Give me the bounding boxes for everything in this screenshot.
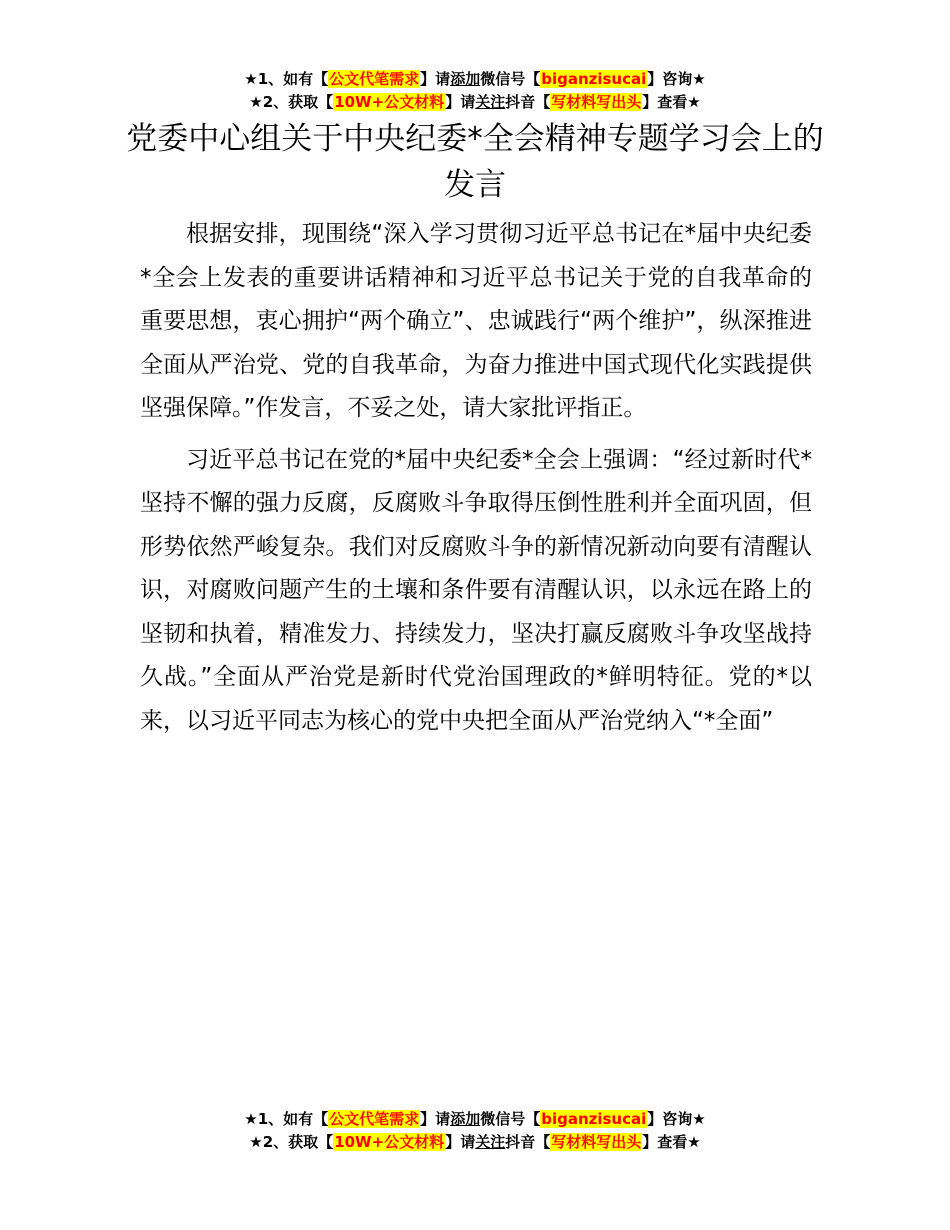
banner-text: 微信号【 <box>480 70 541 88</box>
document-title: 党委中心组关于中央纪委*全会精神专题学习会上的发言 <box>126 121 824 203</box>
banner-text: ★1、如有【 <box>244 70 329 88</box>
banner-text: 】查看★ <box>642 93 701 111</box>
highlight-text: 10W+公文材料 <box>334 1133 445 1151</box>
wechat-id: biganzisucai <box>541 70 647 88</box>
banner-text: ★2、获取【 <box>249 1133 334 1151</box>
banner-text: ★2、获取【 <box>249 93 334 111</box>
footer-banner <box>0 1108 950 1154</box>
banner-text: 】请 <box>420 70 451 88</box>
banner-text: 】请 <box>420 1110 451 1128</box>
banner-text: 】请 <box>445 93 476 111</box>
douyin-id: 写材料写出头 <box>551 1133 642 1151</box>
banner-text: 】查看★ <box>642 1133 701 1151</box>
banner-line-1 <box>0 68 950 91</box>
banner-text: 抖音【 <box>505 1133 551 1151</box>
banner-line-1 <box>0 1108 950 1131</box>
banner-text: ★1、如有【 <box>244 1110 329 1128</box>
paragraph: 习近平总书记在党的*届中央纪委*全会上强调：“经过新时代*坚持不懈的强力反腐，反腐败斗争取得压倒性胜利并全面巩固，但形势依然严峻复杂。我们对反腐败斗争的新情况新动向要有清醒认识，对腐败问题产生的土壤和条件要有清醒认识，以永远在路上的坚韧和执着，精准发力、持续发力，坚决打赢反腐败斗争攻坚战持久战。”全面从严治党是新时代党治国理政的*鲜明特征。党的*以来，以习近平同志为核心的党中央把全面从严治党纳入“*全面” <box>140 446 812 734</box>
banner-text: 微信号【 <box>480 1110 541 1128</box>
emphasis-text: 添加 <box>450 1110 481 1128</box>
banner-text: 抖音【 <box>505 93 551 111</box>
highlight-text: 10W+公文材料 <box>334 93 445 111</box>
emphasis-text: 关注 <box>475 1133 506 1151</box>
document-body <box>140 213 812 751</box>
banner-text: 】咨询★ <box>647 70 706 88</box>
banner-line-2 <box>0 1131 950 1154</box>
emphasis-text: 关注 <box>475 93 506 111</box>
douyin-id: 写材料写出头 <box>551 93 642 111</box>
banner-line-2 <box>0 91 950 114</box>
emphasis-text: 添加 <box>450 70 481 88</box>
wechat-id: biganzisucai <box>541 1110 647 1128</box>
highlight-text: 公文代笔需求 <box>329 70 420 88</box>
header-banner <box>0 68 950 114</box>
highlight-text: 公文代笔需求 <box>329 1110 420 1128</box>
banner-text: 】咨询★ <box>647 1110 706 1128</box>
paragraph: 根据安排，现围绕“深入学习贯彻习近平总书记在*届中央纪委*全会上发表的重要讲话精神和习近平总书记关于党的自我革命的重要思想，衷心拥护“两个确立”、忠诚践行“两个维护”，纵深推进全面从严治党、党的自我革命，为奋力推进中国式现代化实践提供坚强保障。”作发言，不妥之处，请大家批评指正。 <box>140 221 812 421</box>
banner-text: 】请 <box>445 1133 476 1151</box>
